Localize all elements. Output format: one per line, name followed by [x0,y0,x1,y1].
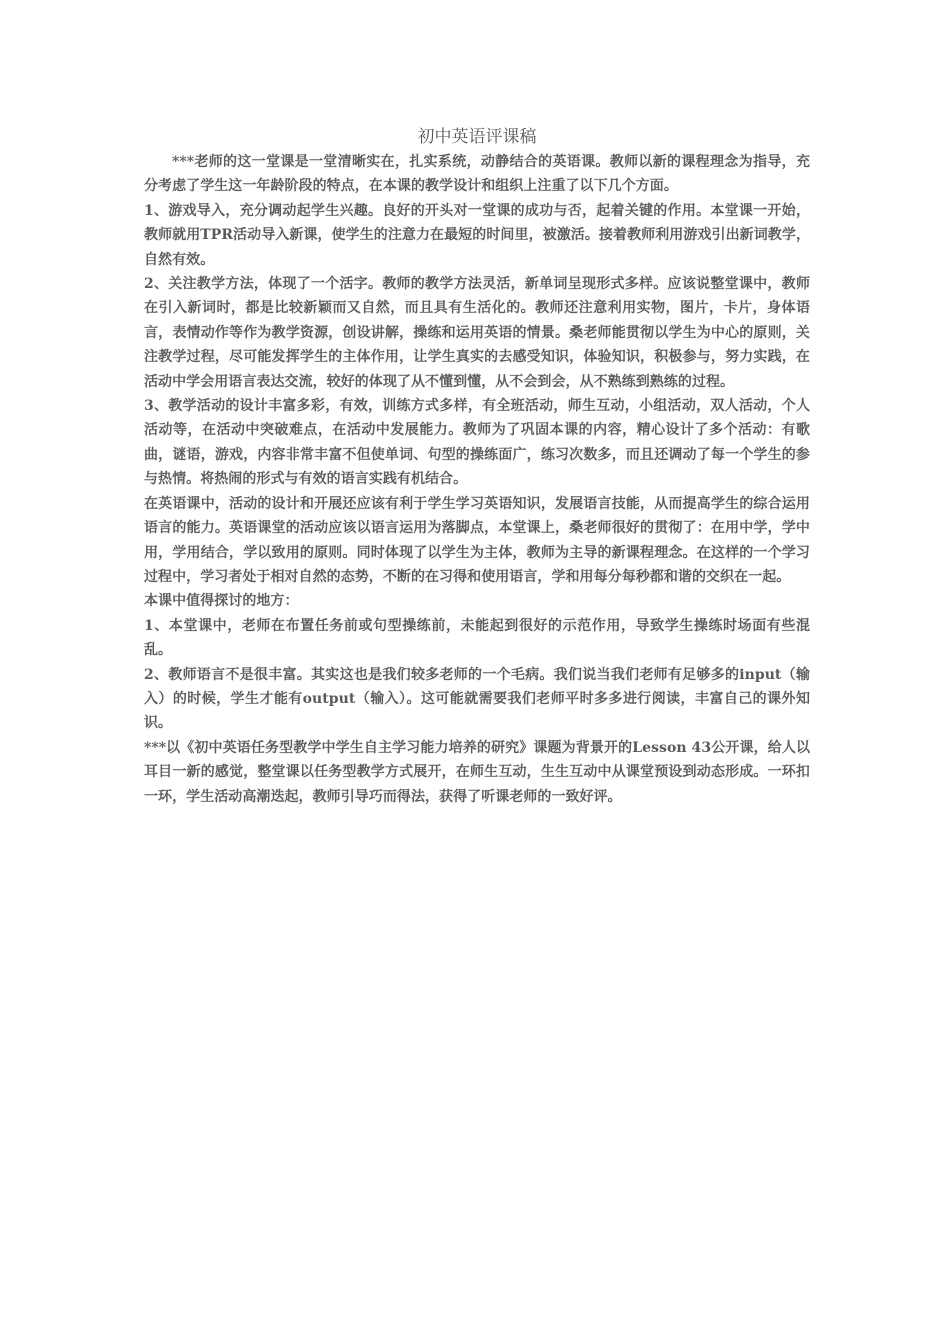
paragraph-activities: 在英语课中，活动的设计和开展还应该有利于学生学习英语知识，发展语言技能，从而提高学生的综合运用语言的能力。英语课堂的活动应该以语言运用为落脚点，本堂课上，桑老师很好的贯彻了：在用中学，学中用，学用结合，学以致用的原则。同时体现了以学生为主体，教师为主导的新课程理念。在这样的一个学习过程中，学习者处于相对自然的态势，不断的在习得和使用语言，学和用每分每秒都和谐的交织在一起。 [144,495,810,585]
paragraph-point-2: 2、关注教学方法，体现了一个活字。教师的教学方法灵活，新单词呈现形式多样。应该说整堂课中，教师在引入新词时，都是比较新颖而又自然，而且具有生活化的。教师还注意利用实物，图片，卡片，身体语言，表情动作等作为教学资源，创设讲解，操练和运用英语的情景。桑老师能贯彻以学生为中心的原则，关注教学过程，尽可能发挥学生的主体作用，让学生真实的去感受知识，体验知识，积极参与，努力实践，在活动中学会用语言表达交流，较好的体现了从不懂到懂，从不会到会，从不熟练到熟练的过程。 [144,276,810,390]
paragraph-discussion-heading: 本课中值得探讨的地方： [144,593,299,610]
document-title: 初中英语评课稿 [417,127,537,147]
document-body [144,124,810,809]
paragraph-point-3: 3、教学活动的设计丰富多彩，有效，训练方式多样，有全班活动，师生互动，小组活动，双人活动，个人活动等，在活动中突破难点，在活动中发展能力。教师为了巩固本课的内容，精心设计了多个活动：有歌曲，谜语，游戏，内容非常丰富不但使单词、句型的操练面广，练习次数多，而且还调动了每一个学生的参与热情。将热闹的形式与有效的语言实践有机结合。 [144,398,810,488]
paragraph-conclusion: ***以《初中英语任务型教学中学生自主学习能力培养的研究》课题为背景开的Lesson 43公开课，给人以耳目一新的感觉，整堂课以任务型教学方式展开，在师生互动，生生互动中从课堂预设到动态形成。一环扣一环，学生活动高潮迭起，教师引导巧而得法，获得了听课老师的一致好评。 [144,739,810,805]
paragraph-intro: ***老师的这一堂课是一堂清晰实在，扎实系统，动静结合的英语课。教师以新的课程理念为指导，充分考虑了学生这一年龄阶段的特点，在本课的教学设计和组织上注重了以下几个方面。 [144,154,810,195]
paragraph-issue-2: 2、教师语言不是很丰富。其实这也是我们较多老师的一个毛病。我们说当我们老师有足够多的input（输入）的时候，学生才能有output（输入）。这可能就需要我们老师平时多多进行阅读，丰富自己的课外知识。 [144,666,810,732]
paragraph-point-1: 1、游戏导入，充分调动起学生兴趣。良好的开头对一堂课的成功与否，起着关键的作用。本堂课一开始，教师就用TPR活动导入新课，使学生的注意力在最短的时间里，被激活。接着教师利用游戏引出新词教学，自然有效。 [144,202,810,268]
paragraph-issue-1: 1、本堂课中，老师在布置任务前或句型操练前，未能起到很好的示范作用，导致学生操练时场面有些混乱。 [144,617,810,659]
